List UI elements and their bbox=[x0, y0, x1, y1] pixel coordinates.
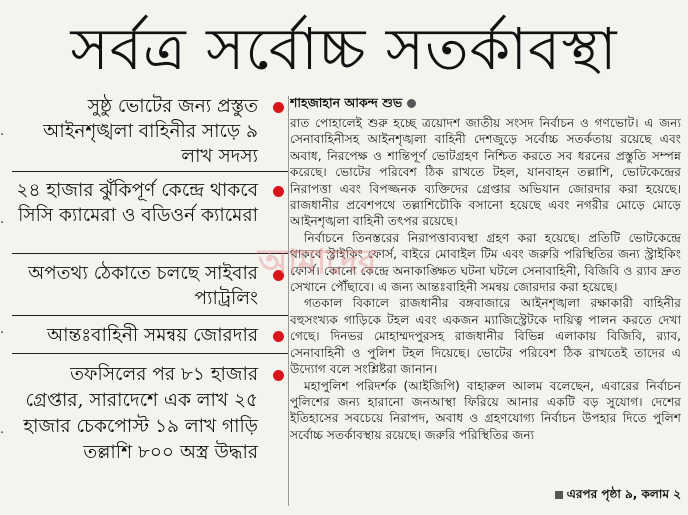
headline: সর্বত্র সর্বোচ্চ সতর্কাবস্থা bbox=[70, 15, 618, 83]
square-bullet-icon bbox=[555, 491, 563, 499]
edge-glyph: · bbox=[0, 326, 5, 341]
watermark-logo: আমাদের bbox=[258, 242, 377, 282]
highlight-item bbox=[12, 174, 288, 254]
highlight-text: ২৪ হাজার ঝুঁকিপূর্ণ কেন্দ্রে থাকবে সিসি ক্যামেরা ও বডিওর্ন ক্যামেরা bbox=[16, 180, 258, 226]
highlight-item bbox=[12, 318, 288, 354]
highlight-item bbox=[12, 256, 288, 316]
article-paragraph: গতকাল বিকালে রাজধানীর বঙ্গবাজারে আইনশৃঙ্খলা রক্ষাকারী বাহিনীর বহুসংখ্যক গাড়িকে টহল এবং একজন ম্যাজিস্ট্রেটকে দায়িত্ব পালন করতে দেখা গেছে। দিনভর মোহাম্মদপুরসহ রাজধানীর বিভিন্ন এলাকায় বিজিবি, র‌্যাব, সেনাবাহিনী ও পুলিশ টহল দিয়েছে। ভোটের পরিবেশ ঠিক রাখতেই তাদের এ উদ্যোগ বলে সংশ্লিষ্টরা জানান। bbox=[290, 296, 681, 377]
byline-dot-icon bbox=[407, 99, 416, 108]
highlight-text: আন্তঃবাহিনী সমন্বয় জোরদার bbox=[46, 325, 258, 346]
bullet-dot-icon bbox=[273, 102, 284, 113]
article-paragraph: রাত পোহালেই শুরু হচ্ছে ত্রয়োদশ জাতীয় সংসদ নির্বাচন ও গণভোট। এ জন্য সেনাবাহিনীসহ আইনশৃঙ্খলা বাহিনী দেশজুড়ে সর্বোচ্চ সতর্কতায় রয়েছে এবং অবাধ, নিরপেক্ষ ও শান্তিপূর্ণ ভোটগ্রহণ নিশ্চিত করতে সব ধরনের প্রস্তুতি সম্পন্ন করেছে। ভোটের পরিবেশ ঠিক রাখতে টহল, যানবাহন তল্লাশি, ভোটকেন্দ্রের নিরাপত্তা এবং বিপজ্জনক ব্যক্তিদের গ্রেপ্তার অভিযান জোরদার করা হয়েছে। রাজধানীর প্রবেশপথে তল্লাশিচৌকি বসানো হয়েছে এবং নগরীর মোড়ে মোড়ে আইনশৃঙ্খলা বাহিনী তৎপর রয়েছে। bbox=[290, 116, 681, 229]
bullet-dot-icon bbox=[273, 331, 284, 342]
column-divider bbox=[288, 96, 289, 506]
highlight-text: তফসিলের পর ৮১ হাজার গ্রেপ্তার, সারাদেশে এক লাখ ২৫ হাজার চেকপোস্ট ১৯ লাখ গাড়ি তল্লাশি ৮০০ অস্ত্র উদ্ধার bbox=[23, 364, 258, 463]
bullet-dot-icon bbox=[273, 370, 284, 381]
continuation-text: এরপর পৃষ্ঠা ৯, কলাম ২ bbox=[566, 487, 681, 501]
byline bbox=[290, 95, 416, 115]
highlights-column bbox=[12, 94, 288, 515]
highlight-item bbox=[12, 356, 288, 506]
highlight-text: সুষ্ঠু ভোটের জন্য প্রস্তুত আইনশৃঙ্খলা বাহিনীর সাড়ে ৯ লাখ সদস্য bbox=[43, 96, 258, 167]
edge-glyph: · bbox=[0, 216, 5, 231]
continuation-note bbox=[555, 486, 681, 506]
adjacent-column-edge bbox=[0, 96, 12, 515]
byline-author: শাহজাহান আকন্দ শুভ bbox=[290, 95, 403, 110]
article-paragraph: নির্বাচনে তিনস্তরের নিরাপত্তাব্যবস্থা গ্রহণ করা হয়েছে। প্রতিটি ভোটকেন্দ্রে থাকবে স্ট্রাইকিং ফোর্স, বাইরে মোবাইল টিম এবং জরুরি পরিস্থিতির জন্য স্ট্রাইকিং ফোর্স। কোনো কেন্দ্রে অনাকাঙ্ক্ষিত ঘটনা ঘটলে সেনাবাহিনী, বিজিবি ও র‌্যাব দ্রুত সেখানে পৌঁছাবে। এ জন্য আন্তঃবাহিনী সমন্বয় জোরদার করা হয়েছে। bbox=[290, 230, 681, 295]
article bbox=[290, 95, 681, 510]
highlight-text: অপতথ্য ঠেকাতে চলছে সাইবার প্যাট্রলিং bbox=[28, 263, 258, 309]
edge-glyph: · bbox=[0, 128, 5, 143]
bullet-dot-icon bbox=[273, 186, 284, 197]
highlight-item bbox=[12, 94, 288, 172]
article-paragraph: মহাপুলিশ পরিদর্শক (আইজিপি) বাহারুল আলম বলেছেন, এবারের নির্বাচন পুলিশের জন্য হারানো জনআস্থা ফিরিয়ে আনার একটি বড় সুযোগ। দেশের ইতিহাসের সবচেয়ে নিরাপদ, অবাধ ও গ্রহণযোগ্য নির্বাচন উপহার দিতে পুলিশ সর্বোচ্চ সতর্কাবস্থায় রয়েছে। জরুরি পরিস্থিতির জন্য bbox=[290, 378, 681, 442]
edge-glyph: · bbox=[0, 426, 5, 441]
